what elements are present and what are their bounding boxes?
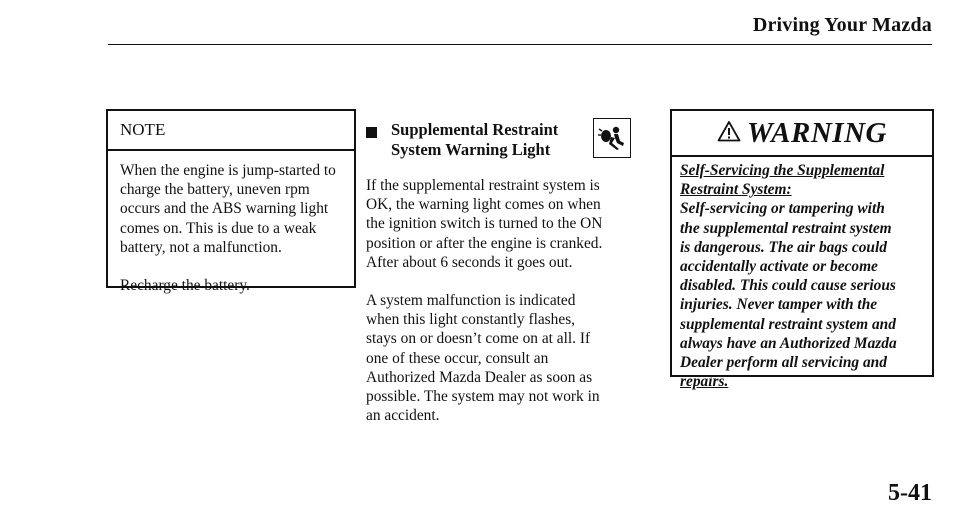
section-title-line: System Warning Light [391, 140, 551, 159]
section-line: an accident. [366, 407, 440, 425]
section-line: If the supplemental restraint system is [366, 177, 600, 194]
section-line: when this light constantly flashes, [366, 311, 576, 329]
warning-line: accidentally activate or become [680, 258, 878, 276]
section-paragraph-1 [366, 176, 646, 272]
airbag-warning-icon [593, 118, 631, 158]
warning-box [670, 109, 934, 391]
page-number: 5-41 [888, 480, 932, 506]
warning-line: repairs. [680, 373, 729, 391]
header-divider [108, 44, 932, 45]
note-line: When the engine is jump-started to [120, 162, 336, 179]
warning-line: Dealer perform all servicing and [680, 354, 887, 372]
section-line: After about 6 seconds it goes out. [366, 253, 573, 271]
section-line: OK, the warning light comes on when [366, 196, 601, 214]
warning-line: injuries. Never tamper with the [680, 296, 878, 314]
note-line: occurs and the ABS warning light [120, 200, 329, 218]
section-line: position or after the engine is cranked. [366, 234, 603, 252]
srs-section [366, 118, 646, 425]
section-paragraph-2 [366, 291, 646, 425]
section-line: one of these occur, consult an [366, 349, 549, 367]
note-line: battery, not a malfunction. [120, 238, 282, 256]
page-header-title: Driving Your Mazda [752, 14, 932, 36]
note-box [106, 109, 356, 295]
warning-line: Self-servicing or tampering with [680, 200, 885, 218]
warning-line: supplemental restraint system and [680, 315, 896, 333]
note-body [108, 151, 354, 295]
section-line: stays on or doesn’t come on at all. If [366, 330, 591, 348]
note-line: comes on. This is due to a weak [120, 219, 317, 237]
warning-line: the supplemental restraint system [680, 219, 892, 237]
warning-line: disabled. This could cause serious [680, 277, 896, 295]
bullet-square-icon [366, 127, 377, 138]
warning-line: is dangerous. The air bags could [680, 238, 887, 256]
note-heading: NOTE [108, 111, 354, 151]
section-title [391, 120, 558, 160]
warning-subtitle-line: Restraint System: [680, 181, 792, 199]
warning-triangle-icon [717, 120, 741, 147]
warning-line: always have an Authorized Mazda [680, 334, 897, 352]
warning-title: WARNING [747, 116, 887, 149]
section-line: A system malfunction is indicated [366, 292, 576, 310]
warning-body [672, 157, 932, 391]
section-line: possible. The system may not work in [366, 388, 600, 406]
section-line: Authorized Mazda Dealer as soon as [366, 368, 593, 386]
warning-subtitle [680, 161, 924, 199]
warning-subtitle-line: Self-Servicing the Supplemental [680, 162, 885, 179]
warning-heading [672, 111, 932, 157]
section-line: the ignition switch is turned to the ON [366, 215, 603, 233]
note-line: charge the battery, uneven rpm [120, 181, 310, 199]
section-title-line: Supplemental Restraint [391, 120, 559, 139]
note-paragraph-2: Recharge the battery. [120, 277, 250, 295]
section-heading [366, 118, 646, 166]
note-paragraph-1 [120, 161, 344, 257]
